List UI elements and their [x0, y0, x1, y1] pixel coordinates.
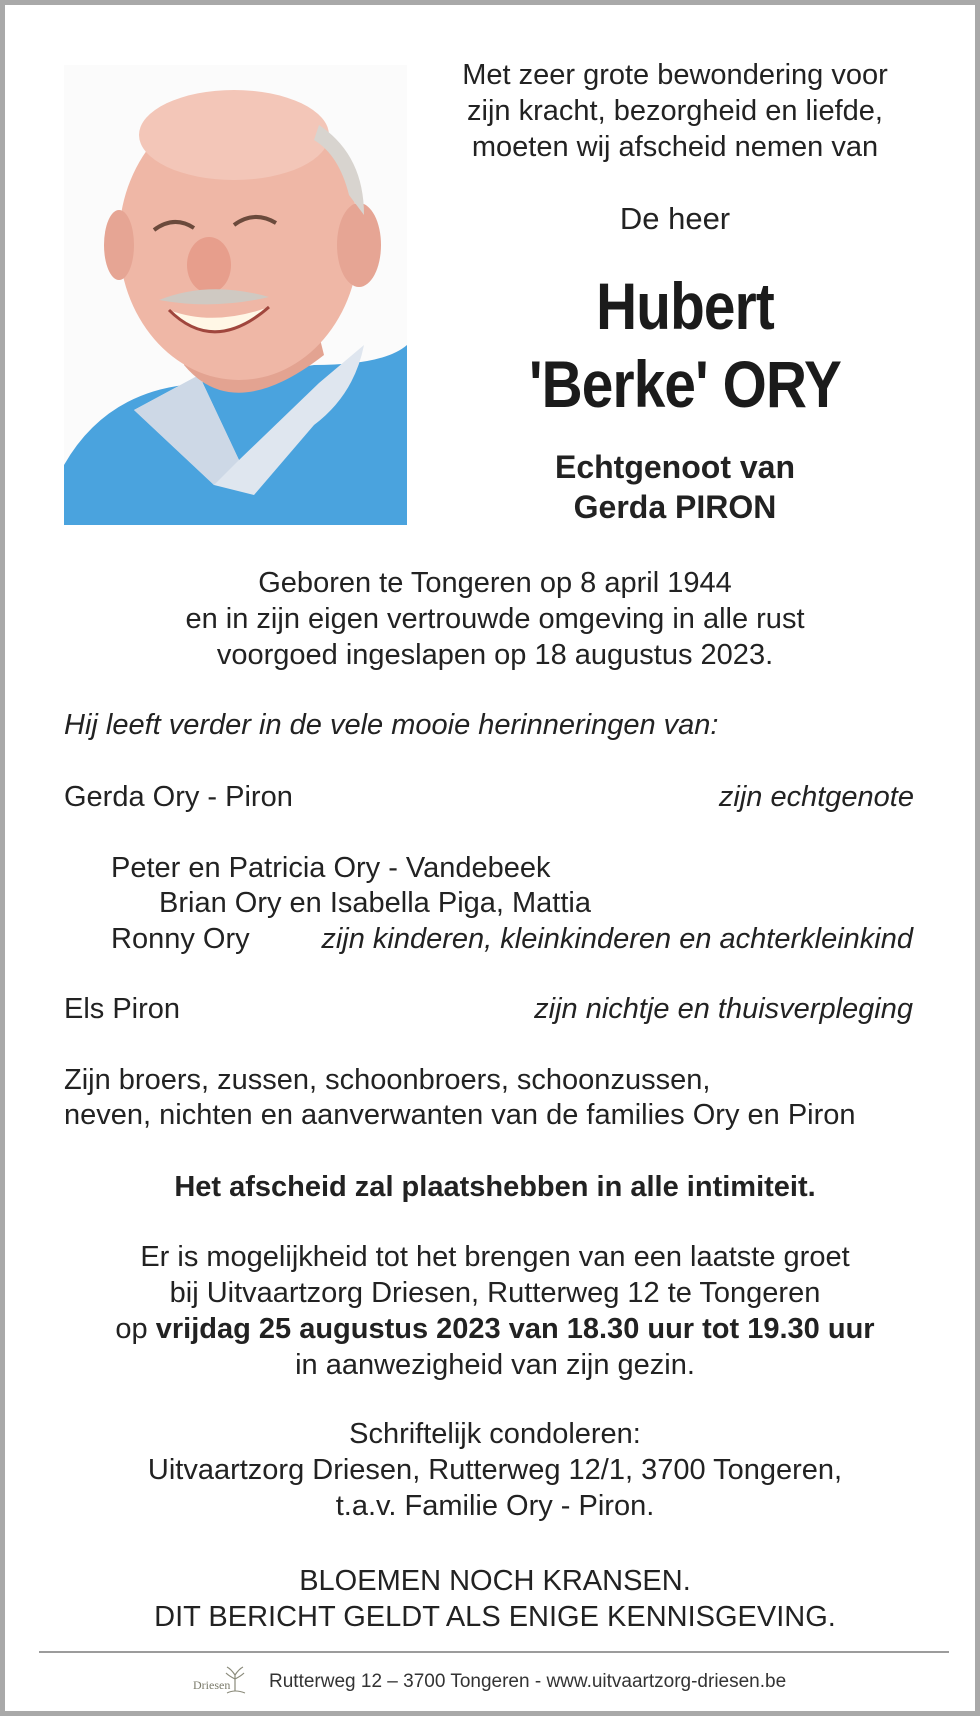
first-name: Hubert — [596, 269, 774, 343]
deceased-name — [461, 267, 908, 423]
children-line: Ronny Ory — [111, 923, 250, 955]
notice-line: BLOEMEN NOCH KRANSEN. — [299, 1565, 691, 1597]
born-line: Geboren te Tongeren op 8 april 1944 — [258, 567, 732, 599]
visit-info — [5, 1239, 980, 1383]
niece-role: zijn nichtje en thuisverpleging — [534, 993, 913, 1025]
notice-line: DIT BERICHT GELDT ALS ENIGE KENNISGEVING. — [154, 1601, 836, 1633]
portrait-photo — [64, 65, 407, 525]
spouse-line: Echtgenoot van — [554, 449, 795, 485]
intro-text — [425, 57, 925, 165]
intro-line: zijn kracht, bezorgheid en liefde, — [467, 95, 883, 127]
footer-divider — [39, 1651, 949, 1653]
memories-intro: Hij leeft verder in de vele mooie herinneringen van: — [64, 709, 719, 741]
visit-line: in aanwezigheid van zijn gezin. — [295, 1349, 695, 1381]
farewell-text — [5, 1169, 980, 1205]
children-line: Peter en Patricia Ory - Vandebeek — [111, 852, 551, 884]
relatives-line: neven, nichten en aanverwanten van de families Ory en Piron — [64, 1099, 856, 1131]
last-name: 'Berke' ORY — [529, 347, 841, 421]
farewell-line: Het afscheid zal plaatshebben in alle intimiteit. — [174, 1171, 816, 1203]
wife-role: zijn echtgenote — [718, 781, 914, 813]
birth-death-info — [5, 565, 980, 673]
intro-line: moeten wij afscheid nemen van — [471, 131, 879, 163]
funeral-home-logo — [191, 1661, 251, 1703]
born-line: en in zijn eigen vertrouwde omgeving in alle rust — [185, 603, 805, 635]
logo-text: Driesen — [193, 1678, 231, 1692]
condolences-info — [5, 1416, 980, 1524]
footer — [191, 1661, 786, 1703]
honorific: De heer — [619, 201, 731, 236]
visit-date-time: vrijdag 25 augustus 2023 van 18.30 uur tot 19.30 uur — [155, 1313, 875, 1345]
condolences-line: Schriftelijk condoleren: — [349, 1418, 641, 1450]
footer-address: Rutterweg 12 – 3700 Tongeren - www.uitvaartzorg-driesen.be — [269, 1671, 787, 1692]
relatives-line: Zijn broers, zussen, schoonbroers, schoonzussen, — [64, 1064, 711, 1096]
visit-line: Er is mogelijkheid tot het brengen van een laatste groet — [140, 1241, 850, 1273]
visit-prefix: op — [115, 1313, 156, 1345]
condolences-line: Uitvaartzorg Driesen, Rutterweg 12/1, 3700 Tongeren, — [147, 1454, 843, 1486]
children-role: zijn kinderen, kleinkinderen en achterkleinkind — [321, 923, 913, 955]
visit-line — [5, 1311, 980, 1347]
notice — [5, 1563, 980, 1635]
condolences-line: t.a.v. Familie Ory - Piron. — [335, 1490, 655, 1522]
spouse-info — [425, 447, 925, 527]
children-line: Brian Ory en Isabella Piga, Mattia — [159, 887, 591, 919]
wife-name: Gerda Ory - Piron — [64, 781, 293, 813]
visit-line: bij Uitvaartzorg Driesen, Rutterweg 12 te Tongeren — [169, 1277, 821, 1309]
intro-line: Met zeer grote bewondering voor — [462, 59, 888, 91]
born-line: voorgoed ingeslapen op 18 augustus 2023. — [216, 639, 774, 671]
niece-name: Els Piron — [64, 993, 181, 1025]
spouse-line: Gerda PIRON — [573, 489, 777, 525]
